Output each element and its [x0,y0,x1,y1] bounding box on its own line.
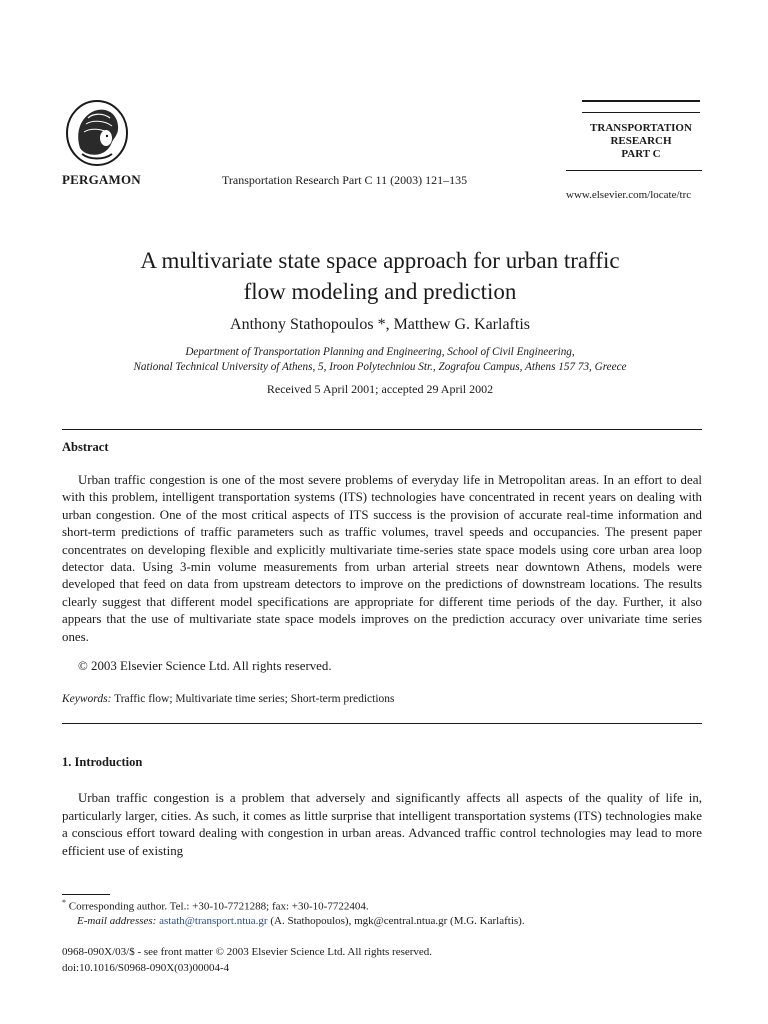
footnote-emails [77,915,525,927]
title-line: A multivariate state space approach for urban traffic [140,248,620,273]
journal-url[interactable]: www.elsevier.com/locate/trc [566,189,692,201]
section-divider [62,429,702,430]
footnote-marker: * [62,898,66,907]
affiliation-line: Department of Transportation Planning and Engineering, School of Civil Engineering, [185,346,575,358]
abstract-body [62,472,702,646]
authors: Anthony Stathopoulos *, Matthew G. Karlaftis [230,316,530,333]
keywords-list: Traffic flow; Multivariate time series; Short-term predictions [114,693,395,705]
journal-name-line: TRANSPORTATION [590,122,692,134]
publisher-name: PERGAMON [62,172,141,187]
copyright-notice: © 2003 Elsevier Science Ltd. All rights reserved. [78,659,332,673]
introduction-text: Urban traffic congestion is a problem that adversely and significantly affects all aspects of the quality of life in, particularly larger, cities. As such, it comes as little surprise that intelligent transportation systems (ITS) technologies make a conscious effort toward dealing with congestion in urban areas. Advanced traffic control technologies may lead to more efficient use of existing [62,791,702,858]
journal-name-line: RESEARCH [610,135,672,147]
title-line: flow modeling and prediction [243,279,517,304]
keywords-label: Keywords: [62,693,112,705]
footnote-corresponding [62,898,369,913]
doi-line[interactable]: doi:10.1016/S0968-090X(03)00004-4 [62,962,230,974]
footnote-rule [62,894,110,895]
journal-name [582,122,700,161]
section-heading: 1. Introduction [62,755,143,769]
section-divider [62,723,702,724]
abstract-heading: Abstract [62,440,109,454]
email-link-stathopoulos[interactable]: astath@transport.ntua.gr [159,915,268,927]
pergamon-logo [62,98,132,168]
abstract-text: Urban traffic congestion is one of the most severe problems of everyday life in Metropolitan areas. In an effort to deal with this problem, intelligent transportation systems (ITS) technologies have concentrated in recent years on dealing with urban congestion. One of the most critical aspects of ITS success is the provision of accurate real-time information and short-term predictions of traffic parameters such as traffic volumes, travel speeds and occupancies. The present paper concentrates on developing flexible and explicitly multivariate time-series state space models using core urban area loop detector data. Using 3-min volume measurements from urban arterial streets near downtown Athens, models were developed that feed on data from upstream detectors to improve on the predictions of downstream locations. The results clearly suggest that different model specifications are appropriate for different time periods of the day. Further, it also appears that the use of multivariate state space models improves on the prediction accuracy over univariate time series ones. [62,473,702,644]
header-rule [582,112,700,113]
email-owner: (A. Stathopoulos), [270,915,352,927]
corresponding-author: Corresponding author. Tel.: +30-10-7721288; fax: +30-10-7722404. [68,900,369,913]
header-rule [582,100,700,102]
journal-reference: Transportation Research Part C 11 (2003) 121–135 [222,173,468,187]
email-karlaftis: mgk@central.ntua.gr (M.G. Karlaftis). [354,915,525,927]
email-label: E-mail addresses: [77,915,157,927]
introduction-body [62,790,702,860]
journal-name-line: PART C [621,148,661,160]
article-title [60,245,700,307]
issn-line: 0968-090X/03/$ - see front matter © 2003 Elsevier Science Ltd. All rights reserved. [62,946,433,958]
received-dates: Received 5 April 2001; accepted 29 April 2002 [266,382,494,396]
keywords [62,693,395,705]
header-rule [566,170,702,171]
affiliation-line: National Technical University of Athens, 5, Iroon Polytechniou Str., Zografou Campus, Athens 157 73, Greece [133,361,627,373]
affiliation [60,345,700,375]
